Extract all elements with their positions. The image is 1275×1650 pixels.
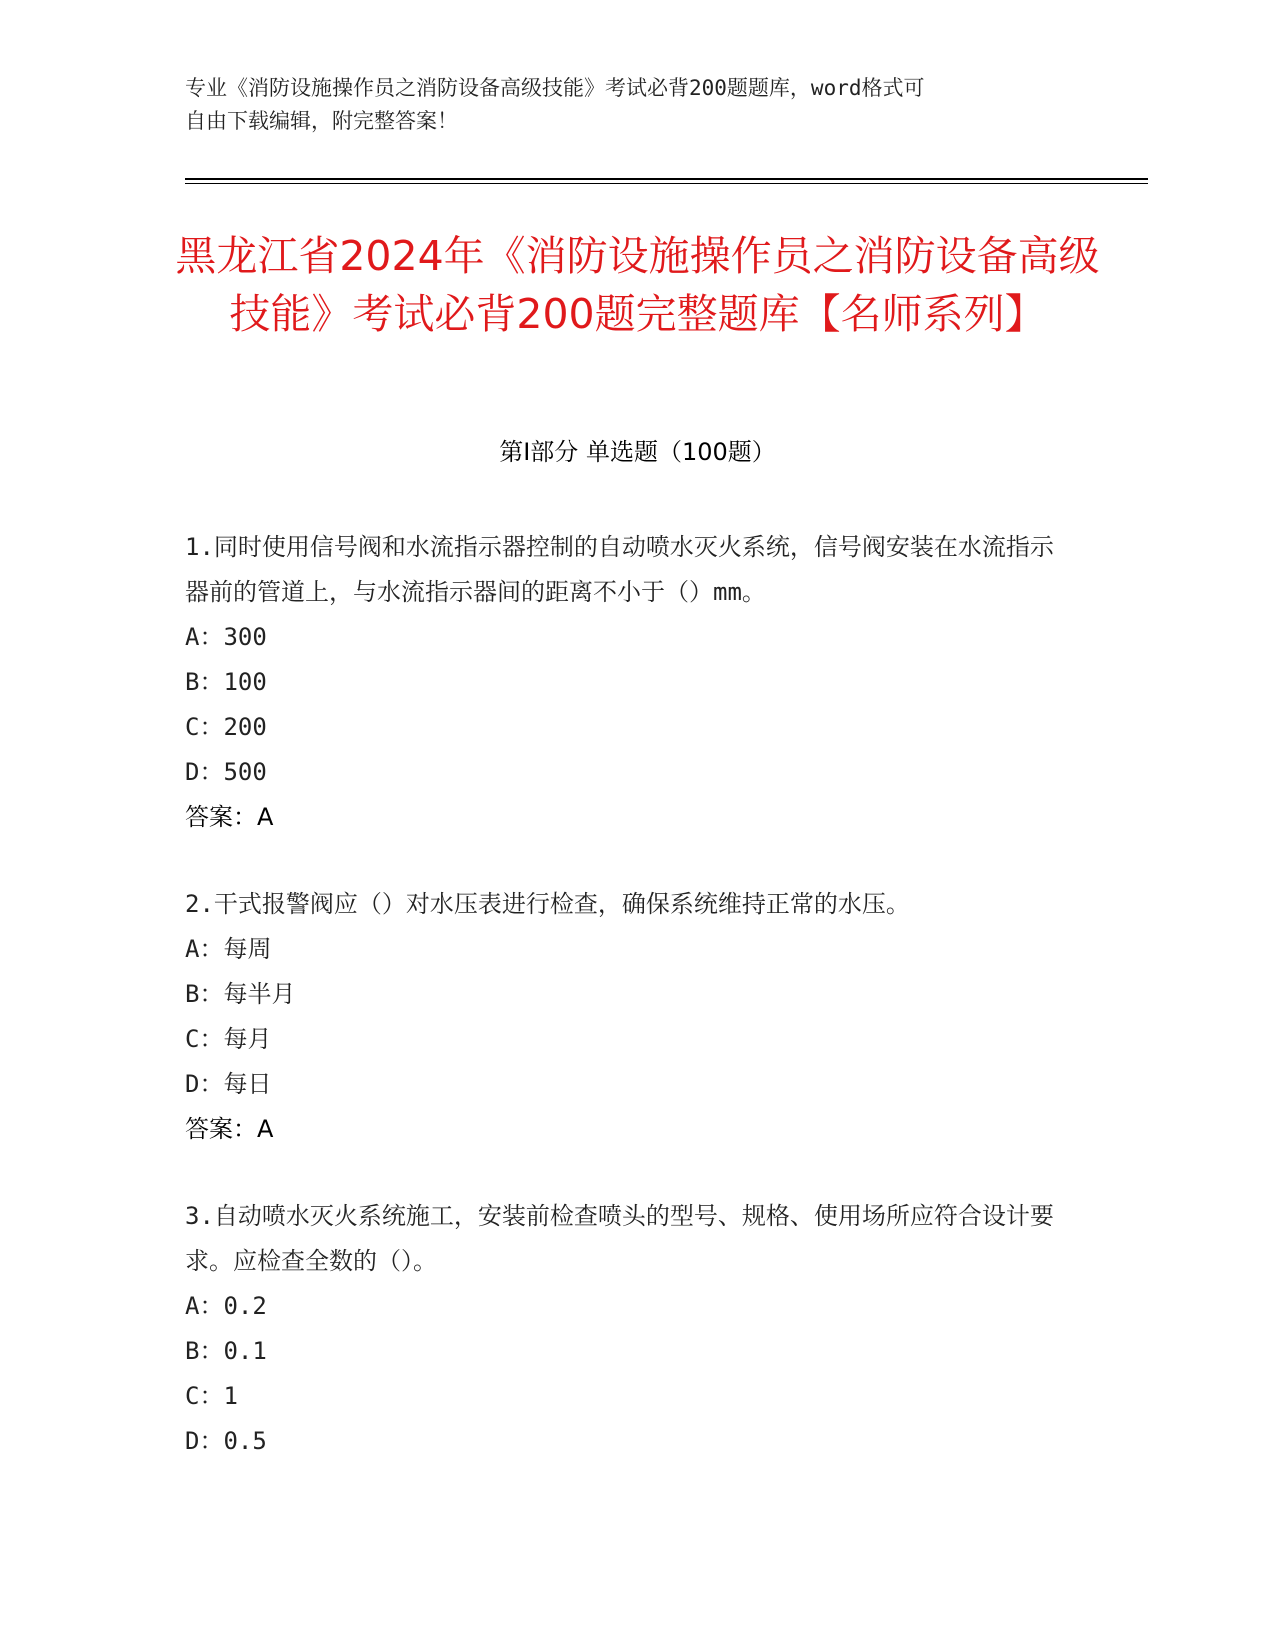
header-divider-thick [185, 178, 1148, 180]
question-stem: 3.自动喷水灭火系统施工，安装前检查喷头的型号、规格、使用场所应符合设计要求。应检查全数的（）。 [185, 1202, 1054, 1275]
header-note [185, 72, 1065, 138]
question-item [185, 525, 1065, 840]
option-a: A：300 [185, 623, 267, 651]
option-d: D：0.5 [185, 1427, 267, 1455]
option-b: B：每半月 [185, 980, 296, 1008]
option-c: C：200 [185, 713, 267, 741]
option-b: B：100 [185, 668, 267, 696]
option-a: A：每周 [185, 935, 272, 963]
question-list [185, 525, 1065, 1506]
answer-line: 答案：A [185, 803, 274, 831]
option-a: A：0.2 [185, 1292, 267, 1320]
option-d: D：每日 [185, 1070, 272, 1098]
question-item [185, 882, 1065, 1152]
question-stem: 2.干式报警阀应（）对水压表进行检查，确保系统维持正常的水压。 [185, 890, 910, 918]
document-title: 黑龙江省2024年《消防设施操作员之消防设备高级技能》考试必背200题完整题库【名师系列】 [175, 232, 1100, 338]
header-note-line-2: 自由下载编辑，附完整答案！ [185, 109, 458, 133]
question-item [185, 1194, 1065, 1464]
option-d: D：500 [185, 758, 267, 786]
question-stem: 1.同时使用信号阀和水流指示器控制的自动喷水灭火系统，信号阀安装在水流指示器前的管道上，与水流指示器间的距离不小于（）mm。 [185, 533, 1054, 606]
option-c: C：1 [185, 1382, 238, 1410]
option-c: C：每月 [185, 1025, 272, 1053]
answer-line: 答案：A [185, 1115, 274, 1143]
header-note-line-1: 专业《消防设施操作员之消防设备高级技能》考试必背200题题库，word格式可 [185, 76, 925, 100]
option-b: B：0.1 [185, 1337, 267, 1365]
header-divider-thin [185, 183, 1148, 184]
section-title: 第I部分 单选题（100题） [499, 438, 776, 466]
